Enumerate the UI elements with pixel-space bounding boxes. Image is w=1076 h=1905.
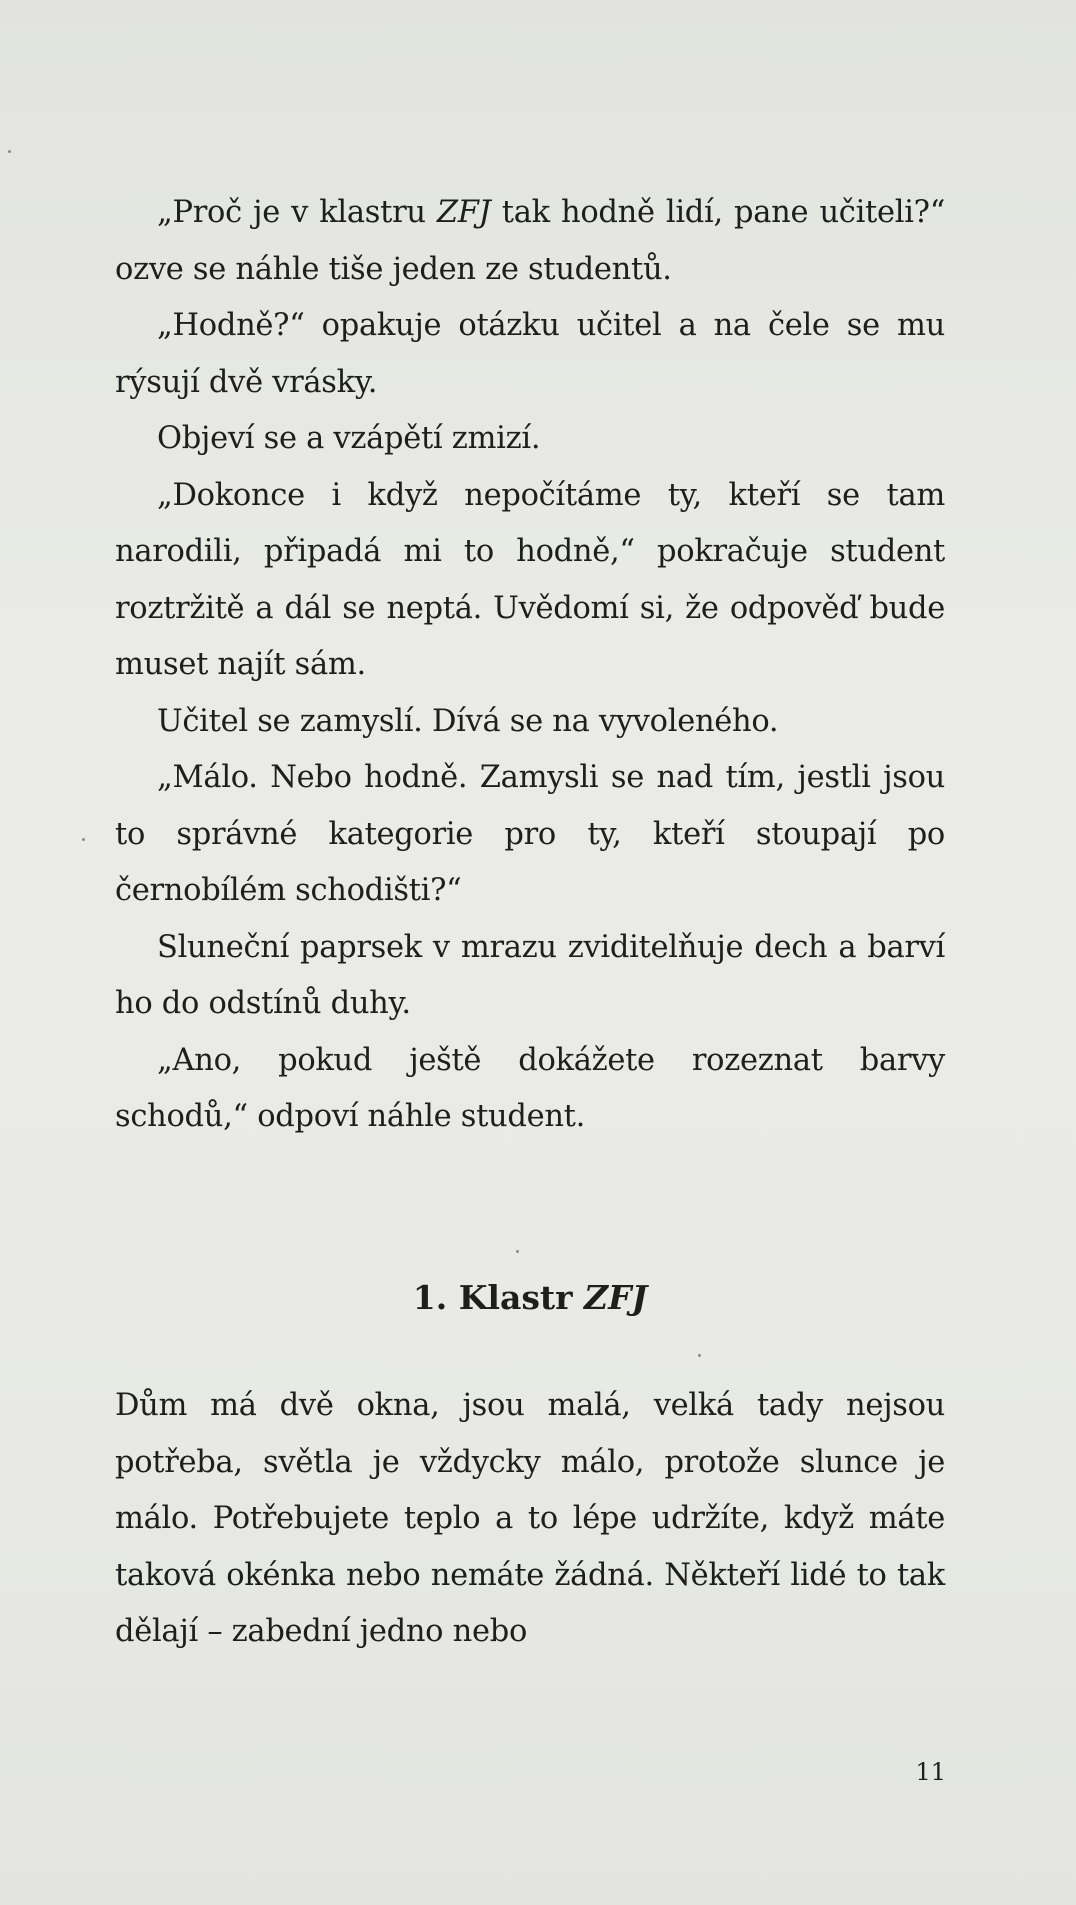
paper-speck	[516, 1250, 519, 1253]
chapter-body	[115, 1378, 945, 1661]
paragraph: Dům má dvě okna, jsou malá, velká tady nejsou potřeba, světla je vždycky málo, protože slunce je málo. Potřebujete teplo a to lépe udržíte, když máte taková okénka nebo nemáte žádná. Někteří lidé to tak dělají – zabední jedno nebo	[115, 1388, 945, 1649]
chapter-heading	[115, 1270, 945, 1326]
paragraph: Učitel se zamyslí. Dívá se na vyvoleného.	[157, 703, 779, 739]
paragraph: „Proč je v klastru ZFJ tak hodně lidí, pane učiteli?“ ozve se náhle tiše jeden ze studentů.	[115, 195, 945, 287]
paragraph: „Hodně?“ opakuje otázku učitel a na čele se mu rýsují dvě vrásky.	[115, 308, 945, 400]
chapter-title: ZFJ	[584, 1278, 648, 1317]
paragraph: „Málo. Nebo hodně. Zamysli se nad tím, jestli jsou to správné kategorie pro ty, kteří stoupají po černobílém schodišti?“	[115, 760, 945, 908]
paragraph: „Dokonce i když nepočítáme ty, kteří se tam narodili, připadá mi to hodně,“ pokračuje student roztržitě a dál se neptá. Uvědomí si, že odpověď bude muset najít sám.	[115, 477, 945, 682]
paragraph: „Ano, pokud ještě dokážete rozeznat barvy schodů,“ odpoví náhle student.	[115, 1042, 945, 1134]
paragraph: Objeví se a vzápětí zmizí.	[157, 421, 541, 456]
dialogue-section	[115, 185, 945, 1146]
italic-term: ZFJ	[436, 195, 491, 230]
paper-speck	[82, 838, 85, 841]
chapter-number: 1. Klastr	[412, 1278, 585, 1317]
page-number: 11	[915, 1758, 946, 1786]
paper-speck	[8, 150, 11, 153]
paragraph: Sluneční paprsek v mrazu zviditelňuje dech a barví ho do odstínů duhy.	[115, 929, 945, 1021]
paper-speck	[698, 1354, 701, 1357]
